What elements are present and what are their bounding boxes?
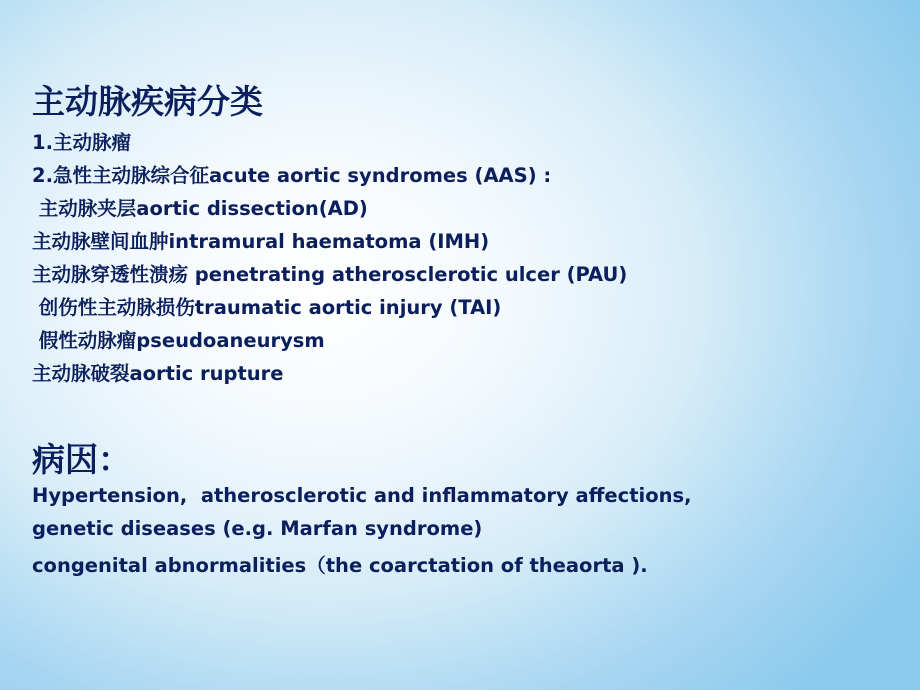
classification-item-pau: 主动脉穿透性溃疡 penetrating atherosclerotic ulcer (PAU) xyxy=(32,263,628,286)
classification-item-tai: 创伤性主动脉损伤traumatic aortic injury (TAI) xyxy=(32,296,502,319)
classification-item-pseudoaneurysm: 假性动脉瘤pseudoaneurysm xyxy=(32,329,325,352)
etiology-item-congenital: congenital abnormalities（the coarctation of theaorta ). xyxy=(32,554,648,577)
classification-item-aas: 2.急性主动脉综合征acute aortic syndromes (AAS) : xyxy=(32,164,552,187)
classification-item-imh: 主动脉壁间血肿intramural haematoma (IMH) xyxy=(32,230,490,253)
classification-title: 主动脉疾病分类 xyxy=(32,82,263,121)
classification-item-aneurysm: 1.主动脉瘤 xyxy=(32,131,131,154)
classification-item-rupture: 主动脉破裂aortic rupture xyxy=(32,362,284,385)
classification-item-dissection: 主动脉夹层aortic dissection(AD) xyxy=(32,197,368,220)
etiology-title: 病因： xyxy=(32,440,131,479)
etiology-item-genetic: genetic diseases (e.g. Marfan syndrome) xyxy=(32,517,483,540)
etiology-item-hypertension: Hypertension, atherosclerotic and inflammatory affections, xyxy=(32,484,692,507)
